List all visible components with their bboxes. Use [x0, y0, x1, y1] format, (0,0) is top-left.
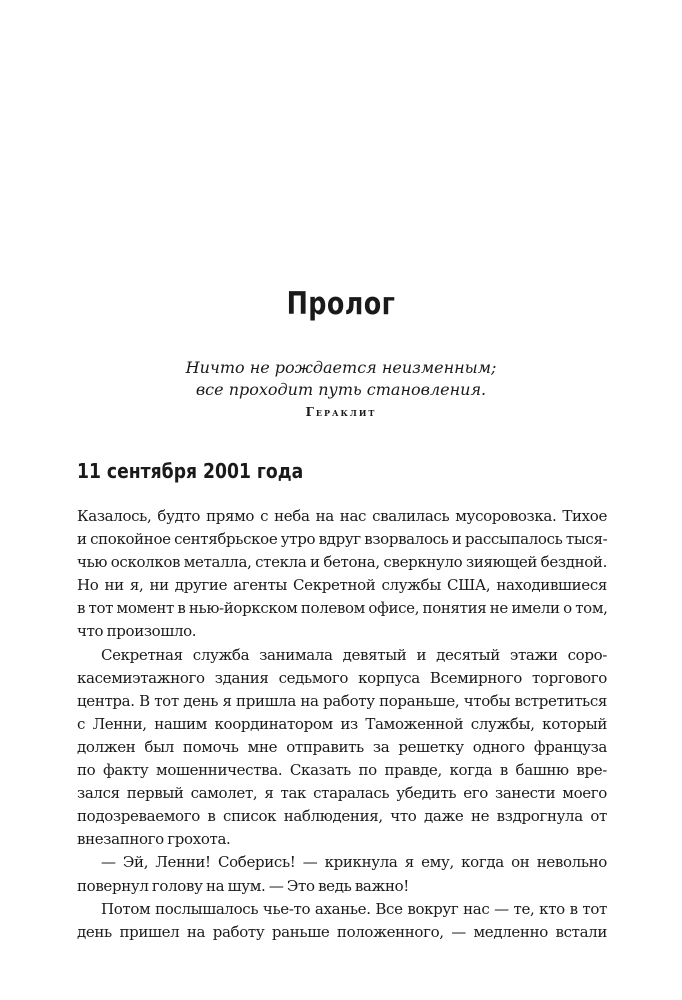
epigraph-line: Ничто не рождается неизменным;	[185, 358, 497, 377]
epigraph-author: Гераклит	[305, 405, 377, 419]
text-line: день пришел на работу раньше положенного, — медленно встали	[77, 922, 607, 941]
text-line: внезапного грохота.	[77, 830, 231, 849]
text-line: чью осколков металла, стекла и бетона, сверкнуло зияющей бездной.	[77, 553, 607, 572]
text-line: повернул голову на шум. — Это ведь важно!	[77, 876, 409, 895]
text-line: Потом послышалось чье-то аханье. Все вокруг нас — те, кто в тот	[101, 899, 607, 918]
text-line: центра. В тот день я пришла на работу пораньше, чтобы встретиться	[77, 691, 607, 710]
text-line: Секретная служба занимала девятый и десятый этажи соро-	[101, 645, 607, 664]
chapter-title: Пролог	[286, 286, 396, 322]
text-line: Казалось, будто прямо с неба на нас свалилась мусоровозка. Тихое	[77, 507, 607, 525]
text-line: зался первый самолет, я так старалась убедить его занести моего	[77, 784, 607, 803]
body-text	[77, 505, 607, 944]
text-line: подозреваемого в список наблюдения, что даже не вздрогнула от	[77, 807, 607, 826]
text-line: в тот момент в нью-йоркском полевом офисе, понятия не имели о том,	[77, 599, 608, 618]
text-line: — Эй, Ленни! Соберись! — крикнула я ему, когда он невольно	[101, 853, 607, 872]
section-heading: 11 сентября 2001 года	[77, 459, 304, 483]
epigraph	[0, 357, 682, 419]
text-line: что произошло.	[77, 622, 197, 641]
text-line: Но ни я, ни другие агенты Секретной службы США, находившиеся	[77, 576, 607, 595]
text-line: с Ленни, нашим координатором из Таможенной службы, который	[77, 714, 607, 733]
text-line: и спокойное сентябрьское утро вдруг взорвалось и рассыпалось тыся-	[77, 530, 608, 549]
epigraph-line: все проходит путь становления.	[195, 380, 487, 399]
text-line: по факту мошенничества. Сказать по правде, когда в башню вре-	[77, 761, 607, 780]
text-line: должен был помочь мне отправить за решетку одного француза	[77, 737, 607, 756]
text-line: касемиэтажного здания седьмого корпуса Всемирного торгового	[77, 668, 607, 687]
